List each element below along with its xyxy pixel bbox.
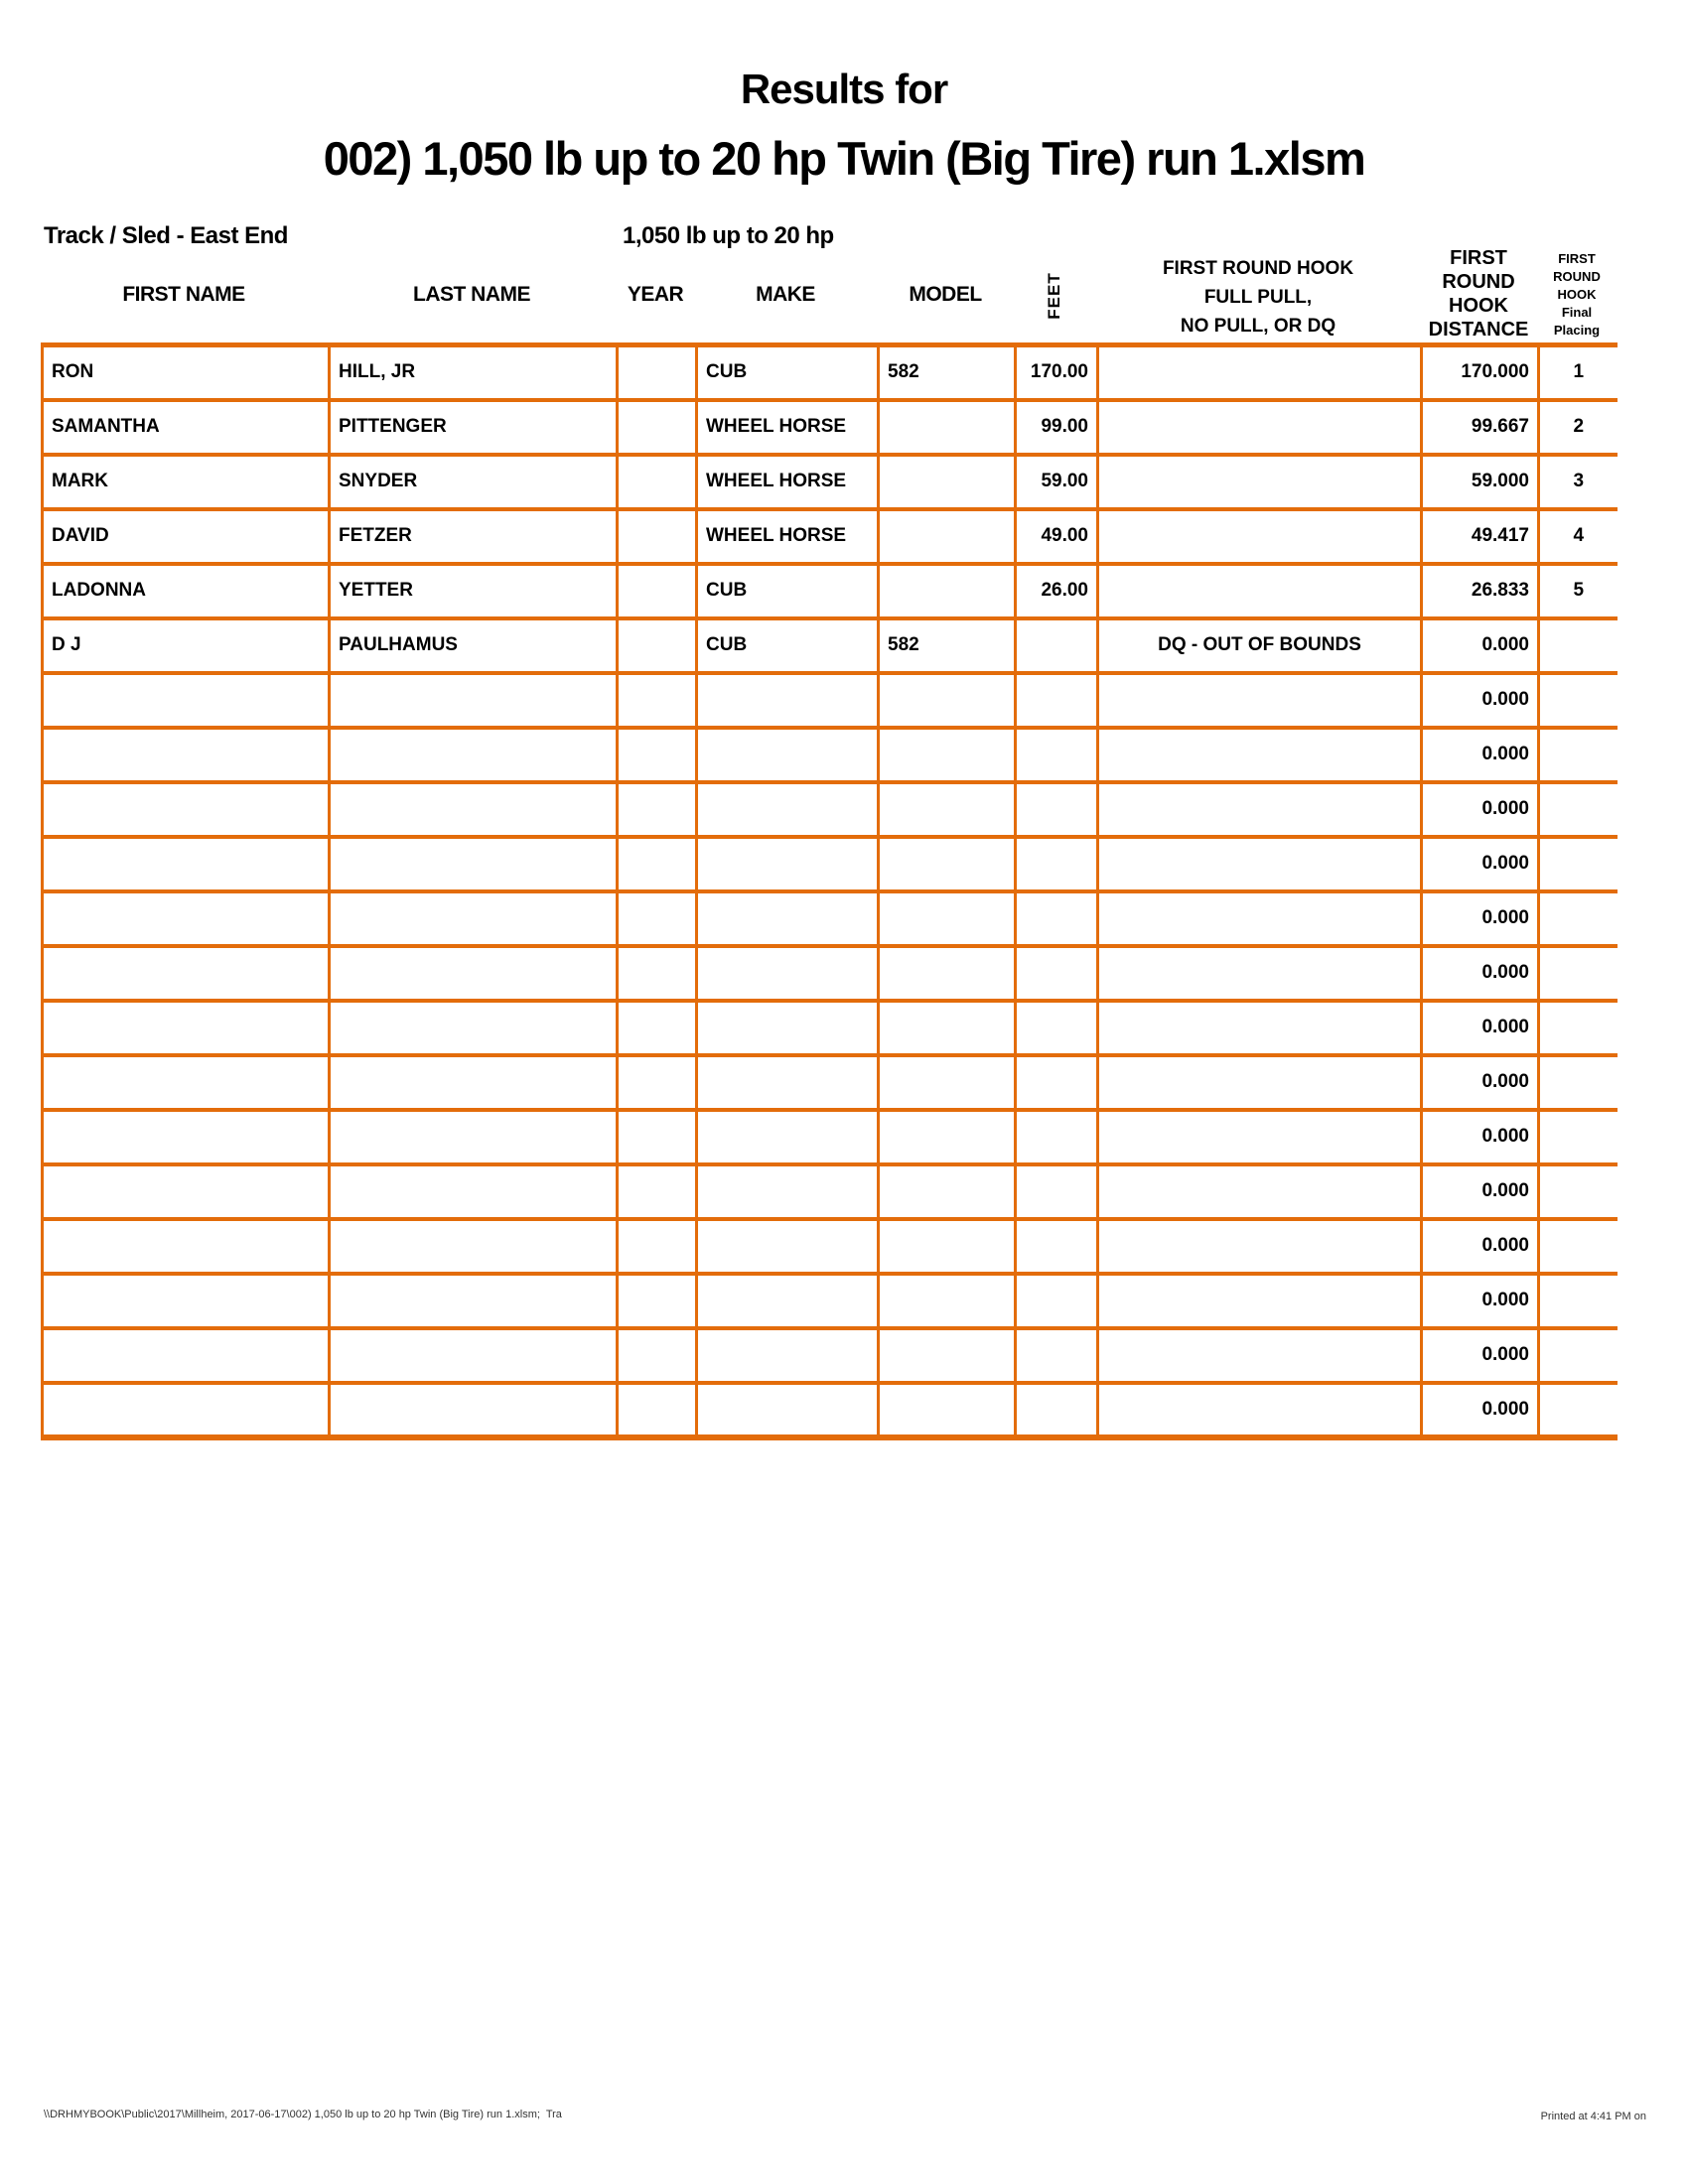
cell-full-pull <box>1098 891 1422 946</box>
weight-class-label: 1,050 lb up to 20 hp <box>623 222 834 249</box>
cell-full-pull <box>1098 1219 1422 1274</box>
cell-year <box>618 1219 697 1274</box>
cell-placing: 4 <box>1539 509 1618 564</box>
cell-feet <box>1016 618 1098 673</box>
results-table <box>41 342 1618 1440</box>
cell-make <box>697 1001 879 1055</box>
cell-make <box>697 1219 879 1274</box>
cell-last-name <box>330 782 618 837</box>
column-header-full-pull: FIRST ROUND HOOK FULL PULL, NO PULL, OR DQ <box>1162 258 1354 337</box>
cell-first-name <box>43 1110 330 1164</box>
table-row <box>43 345 1618 400</box>
cell-model <box>879 1110 1016 1164</box>
cell-model <box>879 1055 1016 1110</box>
cell-make <box>697 1055 879 1110</box>
cell-feet <box>1016 946 1098 1001</box>
cell-placing <box>1539 673 1618 728</box>
cell-first-name: MARK <box>43 455 330 509</box>
cell-feet: 26.00 <box>1016 564 1098 618</box>
cell-full-pull <box>1098 782 1422 837</box>
cell-full-pull <box>1098 564 1422 618</box>
cell-last-name <box>330 1110 618 1164</box>
cell-placing <box>1539 1110 1618 1164</box>
cell-placing <box>1539 728 1618 782</box>
cell-feet <box>1016 1219 1098 1274</box>
cell-full-pull <box>1098 1328 1422 1383</box>
cell-distance: 0.000 <box>1422 618 1539 673</box>
column-header-distance: FIRST ROUND HOOK DISTANCE <box>1428 247 1529 341</box>
cell-model <box>879 455 1016 509</box>
cell-distance: 0.000 <box>1422 1055 1539 1110</box>
cell-placing <box>1539 1164 1618 1219</box>
footer-file-path: \\DRHMYBOOK\Public\2017\Millheim, 2017-06-17\002) 1,050 lb up to 20 hp Twin (Big Tire) run 1.xlsm; Tra <box>44 2109 562 2120</box>
cell-make: CUB <box>697 345 879 400</box>
cell-first-name <box>43 673 330 728</box>
cell-year <box>618 509 697 564</box>
cell-last-name <box>330 1328 618 1383</box>
cell-full-pull <box>1098 1383 1422 1437</box>
cell-full-pull <box>1098 509 1422 564</box>
cell-make <box>697 673 879 728</box>
cell-model <box>879 946 1016 1001</box>
cell-first-name <box>43 1383 330 1437</box>
cell-distance: 0.000 <box>1422 1274 1539 1328</box>
cell-feet <box>1016 837 1098 891</box>
cell-first-name <box>43 1001 330 1055</box>
cell-feet <box>1016 1001 1098 1055</box>
cell-placing <box>1539 782 1618 837</box>
cell-year <box>618 728 697 782</box>
cell-make <box>697 1383 879 1437</box>
cell-feet: 49.00 <box>1016 509 1098 564</box>
cell-placing: 5 <box>1539 564 1618 618</box>
cell-distance: 0.000 <box>1422 1110 1539 1164</box>
table-row <box>43 1274 1618 1328</box>
cell-last-name: PITTENGER <box>330 400 618 455</box>
cell-year <box>618 673 697 728</box>
cell-make: WHEEL HORSE <box>697 509 879 564</box>
cell-first-name: SAMANTHA <box>43 400 330 455</box>
cell-feet: 170.00 <box>1016 345 1098 400</box>
table-row <box>43 509 1618 564</box>
cell-last-name <box>330 891 618 946</box>
cell-distance: 0.000 <box>1422 1219 1539 1274</box>
cell-model <box>879 1274 1016 1328</box>
cell-last-name <box>330 1274 618 1328</box>
cell-placing: 1 <box>1539 345 1618 400</box>
cell-last-name <box>330 1383 618 1437</box>
cell-make <box>697 1328 879 1383</box>
cell-first-name <box>43 1055 330 1110</box>
cell-feet <box>1016 782 1098 837</box>
cell-model <box>879 837 1016 891</box>
cell-year <box>618 1383 697 1437</box>
cell-make <box>697 946 879 1001</box>
table-row <box>43 837 1618 891</box>
table-row <box>43 400 1618 455</box>
cell-feet <box>1016 1164 1098 1219</box>
cell-last-name: FETZER <box>330 509 618 564</box>
cell-full-pull <box>1098 1001 1422 1055</box>
cell-year <box>618 1274 697 1328</box>
cell-distance: 170.000 <box>1422 345 1539 400</box>
cell-distance: 0.000 <box>1422 673 1539 728</box>
cell-make: CUB <box>697 564 879 618</box>
table-row <box>43 1328 1618 1383</box>
page-title: Results for <box>740 66 948 112</box>
table-row <box>43 728 1618 782</box>
cell-year <box>618 1164 697 1219</box>
cell-full-pull <box>1098 673 1422 728</box>
cell-model <box>879 400 1016 455</box>
cell-year <box>618 946 697 1001</box>
cell-full-pull <box>1098 1274 1422 1328</box>
cell-model <box>879 564 1016 618</box>
cell-first-name <box>43 1328 330 1383</box>
column-header-model: MODEL <box>909 283 982 306</box>
cell-placing <box>1539 1383 1618 1437</box>
cell-last-name <box>330 1219 618 1274</box>
cell-placing <box>1539 837 1618 891</box>
table-row <box>43 1219 1618 1274</box>
table-row <box>43 1001 1618 1055</box>
cell-year <box>618 891 697 946</box>
cell-make: CUB <box>697 618 879 673</box>
cell-year <box>618 837 697 891</box>
footer-printed-time: Printed at 4:41 PM on <box>1540 2111 1646 2122</box>
table-row <box>43 1164 1618 1219</box>
cell-full-pull <box>1098 345 1422 400</box>
cell-year <box>618 564 697 618</box>
cell-full-pull <box>1098 837 1422 891</box>
cell-last-name: HILL, JR <box>330 345 618 400</box>
cell-feet <box>1016 673 1098 728</box>
cell-full-pull <box>1098 1055 1422 1110</box>
cell-last-name <box>330 1164 618 1219</box>
cell-full-pull <box>1098 728 1422 782</box>
cell-last-name <box>330 837 618 891</box>
cell-feet <box>1016 1383 1098 1437</box>
cell-feet <box>1016 728 1098 782</box>
cell-distance: 0.000 <box>1422 837 1539 891</box>
cell-model <box>879 1001 1016 1055</box>
cell-last-name <box>330 728 618 782</box>
cell-model <box>879 1219 1016 1274</box>
column-header-placing: FIRST ROUND HOOK Final Placing <box>1553 251 1601 338</box>
cell-make: WHEEL HORSE <box>697 455 879 509</box>
cell-distance: 0.000 <box>1422 1383 1539 1437</box>
cell-first-name <box>43 782 330 837</box>
cell-distance: 0.000 <box>1422 1001 1539 1055</box>
cell-make <box>697 1274 879 1328</box>
cell-last-name: SNYDER <box>330 455 618 509</box>
cell-model <box>879 782 1016 837</box>
cell-model: 582 <box>879 345 1016 400</box>
cell-first-name <box>43 728 330 782</box>
table-row <box>43 1110 1618 1164</box>
cell-model <box>879 673 1016 728</box>
cell-model <box>879 509 1016 564</box>
cell-distance: 0.000 <box>1422 782 1539 837</box>
cell-placing <box>1539 891 1618 946</box>
cell-distance: 0.000 <box>1422 1164 1539 1219</box>
cell-year <box>618 455 697 509</box>
cell-placing <box>1539 1219 1618 1274</box>
cell-placing: 3 <box>1539 455 1618 509</box>
cell-year <box>618 1328 697 1383</box>
cell-year <box>618 782 697 837</box>
cell-year <box>618 1055 697 1110</box>
cell-model: 582 <box>879 618 1016 673</box>
cell-first-name <box>43 1164 330 1219</box>
cell-full-pull <box>1098 946 1422 1001</box>
table-row <box>43 564 1618 618</box>
cell-feet: 99.00 <box>1016 400 1098 455</box>
cell-last-name <box>330 1055 618 1110</box>
cell-year <box>618 345 697 400</box>
cell-first-name: DAVID <box>43 509 330 564</box>
cell-feet <box>1016 891 1098 946</box>
cell-year <box>618 1001 697 1055</box>
cell-first-name: RON <box>43 345 330 400</box>
cell-full-pull <box>1098 400 1422 455</box>
cell-distance: 0.000 <box>1422 728 1539 782</box>
cell-distance: 49.417 <box>1422 509 1539 564</box>
cell-make <box>697 837 879 891</box>
cell-placing <box>1539 1274 1618 1328</box>
cell-full-pull <box>1098 1164 1422 1219</box>
table-row <box>43 1055 1618 1110</box>
cell-distance: 0.000 <box>1422 891 1539 946</box>
cell-model <box>879 728 1016 782</box>
cell-last-name <box>330 946 618 1001</box>
cell-first-name: D J <box>43 618 330 673</box>
cell-last-name: PAULHAMUS <box>330 618 618 673</box>
cell-model <box>879 1164 1016 1219</box>
cell-make <box>697 1164 879 1219</box>
cell-distance: 0.000 <box>1422 1328 1539 1383</box>
cell-year <box>618 1110 697 1164</box>
cell-model <box>879 891 1016 946</box>
cell-feet <box>1016 1274 1098 1328</box>
cell-year <box>618 618 697 673</box>
cell-first-name <box>43 946 330 1001</box>
column-header-make: MAKE <box>756 283 815 306</box>
column-header-feet: FEET <box>1045 272 1063 320</box>
table-row <box>43 782 1618 837</box>
table-row <box>43 946 1618 1001</box>
cell-placing <box>1539 618 1618 673</box>
cell-placing <box>1539 1001 1618 1055</box>
cell-full-pull <box>1098 1110 1422 1164</box>
cell-last-name: YETTER <box>330 564 618 618</box>
cell-last-name <box>330 1001 618 1055</box>
table-row <box>43 673 1618 728</box>
column-header-year: YEAR <box>627 283 684 306</box>
cell-distance: 26.833 <box>1422 564 1539 618</box>
cell-feet <box>1016 1055 1098 1110</box>
cell-feet: 59.00 <box>1016 455 1098 509</box>
cell-model <box>879 1328 1016 1383</box>
cell-make <box>697 728 879 782</box>
cell-placing: 2 <box>1539 400 1618 455</box>
cell-feet <box>1016 1110 1098 1164</box>
cell-year <box>618 400 697 455</box>
track-sled-label: Track / Sled - East End <box>44 222 288 249</box>
cell-full-pull <box>1098 455 1422 509</box>
cell-placing <box>1539 1328 1618 1383</box>
cell-distance: 59.000 <box>1422 455 1539 509</box>
column-header-first-name: FIRST NAME <box>122 283 245 306</box>
cell-full-pull: DQ - OUT OF BOUNDS <box>1098 618 1422 673</box>
cell-make <box>697 782 879 837</box>
column-header-last-name: LAST NAME <box>413 283 530 306</box>
cell-placing <box>1539 946 1618 1001</box>
cell-distance: 99.667 <box>1422 400 1539 455</box>
table-row <box>43 891 1618 946</box>
cell-last-name <box>330 673 618 728</box>
cell-model <box>879 1383 1016 1437</box>
results-table-body <box>43 345 1618 1437</box>
table-row <box>43 1383 1618 1437</box>
cell-make <box>697 1110 879 1164</box>
cell-first-name <box>43 891 330 946</box>
cell-first-name <box>43 1274 330 1328</box>
cell-first-name: LADONNA <box>43 564 330 618</box>
file-title: 002) 1,050 lb up to 20 hp Twin (Big Tire) run 1.xlsm <box>323 132 1365 185</box>
cell-make <box>697 891 879 946</box>
table-row <box>43 455 1618 509</box>
cell-first-name <box>43 1219 330 1274</box>
table-row <box>43 618 1618 673</box>
cell-first-name <box>43 837 330 891</box>
cell-distance: 0.000 <box>1422 946 1539 1001</box>
cell-feet <box>1016 1328 1098 1383</box>
cell-placing <box>1539 1055 1618 1110</box>
cell-make: WHEEL HORSE <box>697 400 879 455</box>
